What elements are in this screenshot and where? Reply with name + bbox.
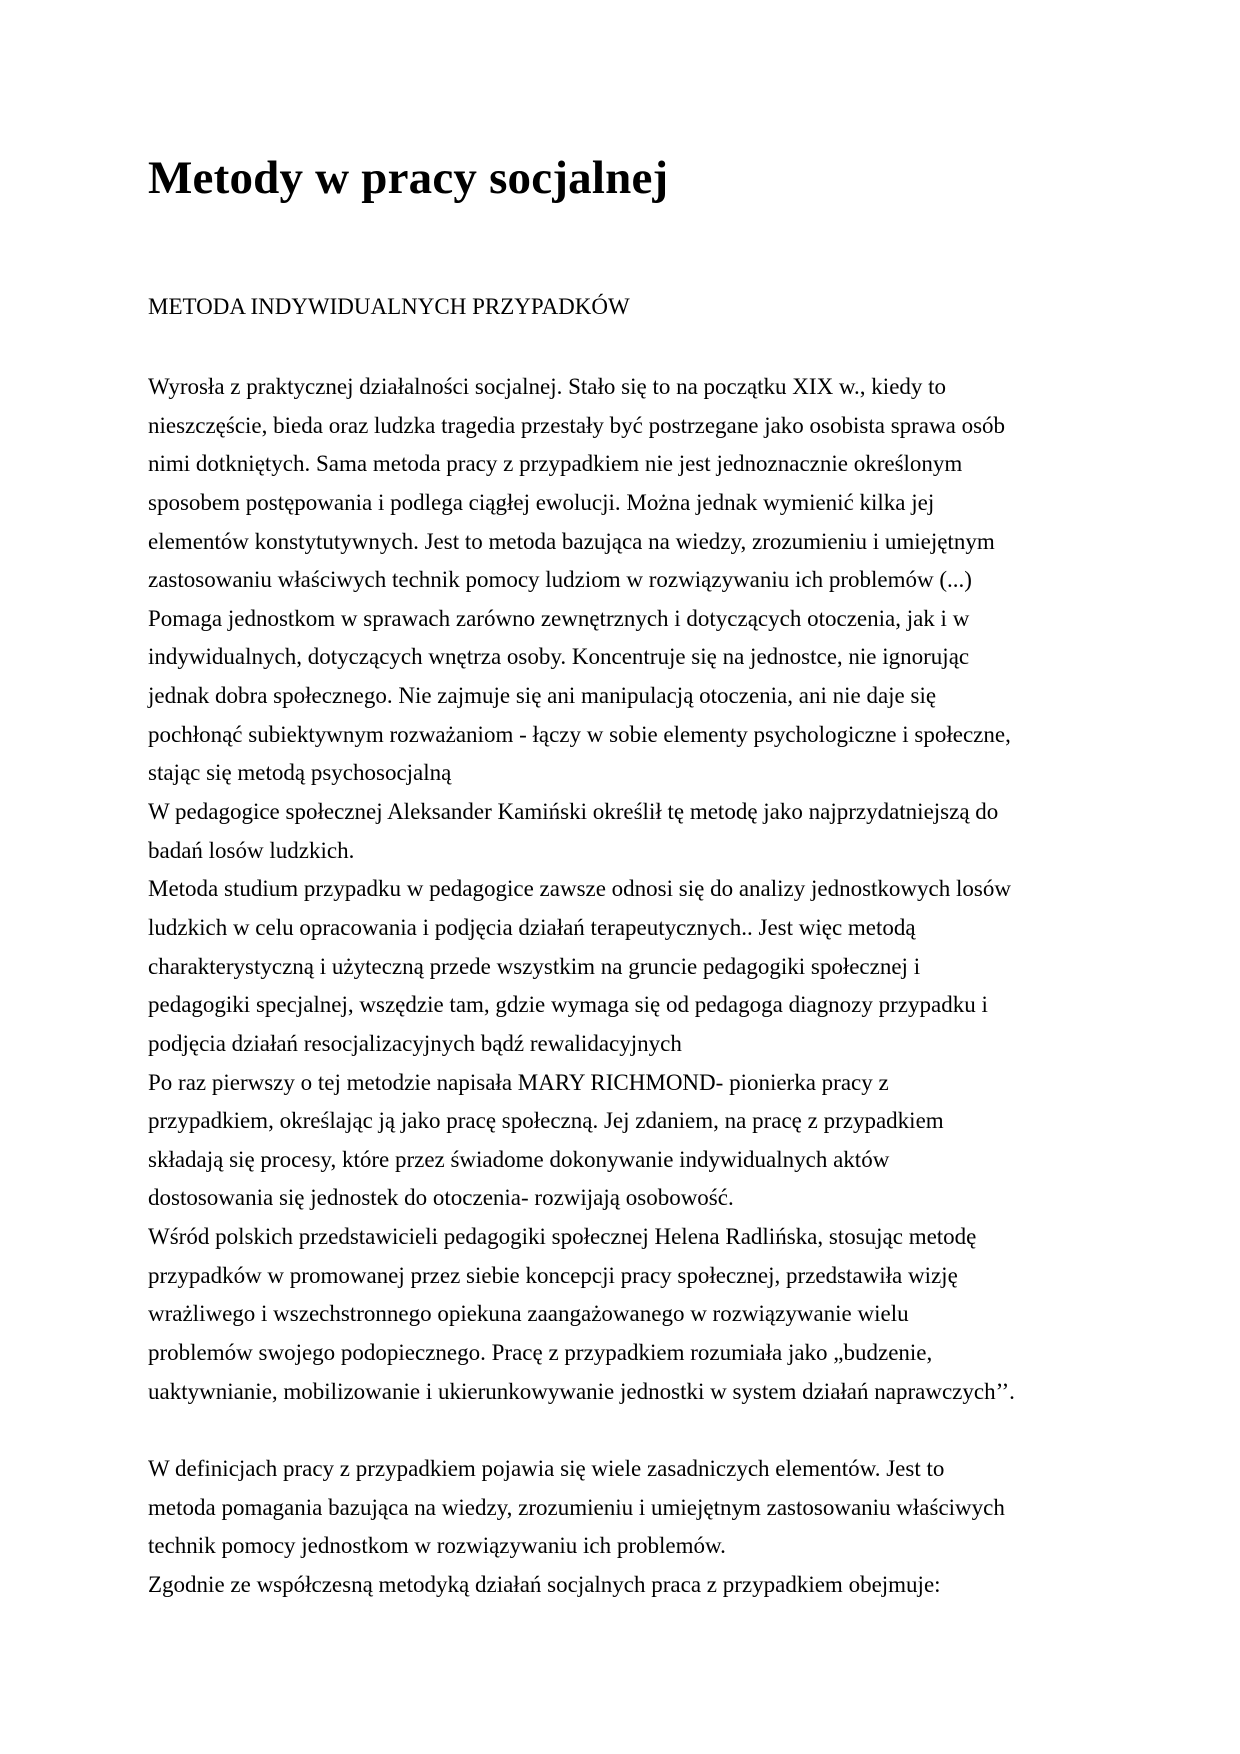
- body-line: technik pomocy jednostkom w rozwiązywaniu ich problemów.: [148, 1533, 726, 1559]
- body-line: uaktywnianie, mobilizowanie i ukierunkowywanie jednostki w system działań naprawczych’’.: [148, 1378, 1015, 1404]
- body-line: stając się metodą psychosocjalną: [148, 760, 452, 786]
- body-line: W pedagogice społecznej Aleksander Kamiński określił tę metodę jako najprzydatniejszą do: [148, 799, 999, 825]
- body-line: pedagogiki specjalnej, wszędzie tam, gdzie wymaga się od pedagoga diagnozy przypadku i: [148, 992, 988, 1018]
- document-title: Metody w pracy socjalnej: [148, 152, 669, 204]
- section-heading: METODA INDYWIDUALNYCH PRZYPADKÓW: [148, 294, 630, 319]
- body-line: składają się procesy, które przez świadome dokonywanie indywidualnych aktów: [148, 1146, 890, 1172]
- body-line: Pomaga jednostkom w sprawach zarówno zewnętrznych i dotyczących otoczenia, jak i w: [148, 605, 970, 631]
- body-line: Metoda studium przypadku w pedagogice zawsze odnosi się do analizy jednostkowych losów: [148, 876, 1011, 902]
- body-line: ludzkich w celu opracowania i podjęcia działań terapeutycznych.. Jest więc metodą: [148, 914, 916, 940]
- body-line: pochłonąć subiektywnym rozważaniom - łączy w sobie elementy psychologiczne i społeczne,: [148, 721, 1011, 747]
- body-line: wrażliwego i wszechstronnego opiekuna zaangażowanego w rozwiązywanie wielu: [148, 1301, 909, 1327]
- body-text: [148, 368, 1108, 1605]
- body-line: elementów konstytutywnych. Jest to metoda bazująca na wiedzy, zrozumieniu i umiejętnym: [148, 528, 995, 554]
- body-line: sposobem postępowania i podlega ciągłej ewolucji. Można jednak wymienić kilka jej: [148, 489, 935, 515]
- body-line: zastosowaniu właściwych technik pomocy ludziom w rozwiązywaniu ich problemów (...): [148, 567, 972, 593]
- body-line: Po raz pierwszy o tej metodzie napisała MARY RICHMOND- pionierka pracy z: [148, 1069, 889, 1095]
- body-line: problemów swojego podopiecznego. Pracę z przypadkiem rozumiała jako „budzenie,: [148, 1340, 933, 1366]
- body-line: indywidualnych, dotyczących wnętrza osoby. Koncentruje się na jednostce, nie ignorując: [148, 644, 970, 670]
- body-line: jednak dobra społecznego. Nie zajmuje się ani manipulacją otoczenia, ani nie daje się: [148, 683, 937, 709]
- body-line: nieszczęście, bieda oraz ludzka tragedia przestały być postrzegane jako osobista sprawa osób: [148, 412, 1006, 438]
- body-line: badań losów ludzkich.: [148, 837, 355, 863]
- body-line: Wśród polskich przedstawicieli pedagogiki społecznej Helena Radlińska, stosując metodę: [148, 1224, 977, 1250]
- body-line: charakterystyczną i użyteczną przede wszystkim na gruncie pedagogiki społecznej i: [148, 953, 921, 979]
- body-line: metoda pomagania bazująca na wiedzy, zrozumieniu i umiejętnym zastosowaniu właściwych: [148, 1494, 1005, 1520]
- paragraph-gap: [148, 1411, 1108, 1450]
- body-line: przypadków w promowanej przez siebie koncepcji pracy społecznej, przedstawiła wizję: [148, 1262, 958, 1288]
- body-line: dostosowania się jednostek do otoczenia- rozwijają osobowość.: [148, 1185, 734, 1211]
- body-line: Wyrosła z praktycznej działalności socjalnej. Stało się to na początku XIX w., kiedy to: [148, 374, 947, 399]
- body-line: podjęcia działań resocjalizacyjnych bądź rewalidacyjnych: [148, 1030, 682, 1056]
- body-line: W definicjach pracy z przypadkiem pojawia się wiele zasadniczych elementów. Jest to: [148, 1455, 945, 1481]
- body-line: Zgodnie ze współczesną metodyką działań socjalnych praca z przypadkiem obejmuje:: [148, 1571, 941, 1597]
- body-line: nimi dotkniętych. Sama metoda pracy z przypadkiem nie jest jednoznacznie określonym: [148, 451, 963, 477]
- body-line: przypadkiem, określając ją jako pracę społeczną. Jej zdaniem, na pracę z przypadkiem: [148, 1108, 944, 1134]
